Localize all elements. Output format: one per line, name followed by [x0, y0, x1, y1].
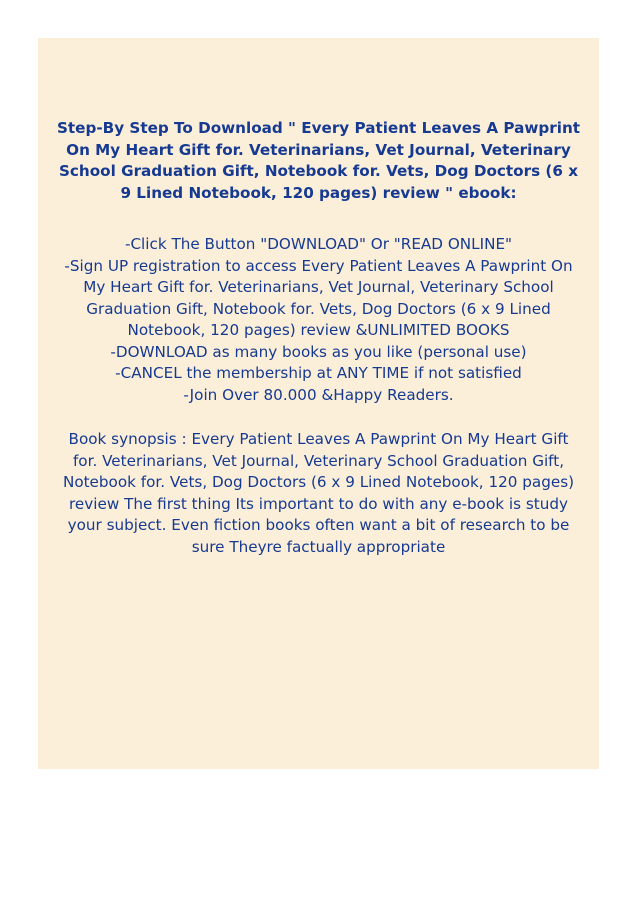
- step-line: -Click The Button "DOWNLOAD" Or "READ ONLINE": [124, 235, 513, 253]
- download-heading: [38, 118, 599, 204]
- synopsis-line: your subject. Even fiction books often want a bit of research to be: [67, 516, 570, 534]
- heading-line: School Graduation Gift, Notebook for. Vets, Dog Doctors (6 x: [58, 162, 579, 180]
- synopsis-line: review The first thing Its important to do with any e-book is study: [69, 494, 568, 513]
- page-panel: [38, 38, 599, 769]
- heading-line: 9 Lined Notebook, 120 pages) review " ebook:: [120, 183, 517, 202]
- step-line: -DOWNLOAD as many books as you like (personal use): [110, 342, 527, 361]
- synopsis-line: sure Theyre factually appropriate: [191, 537, 446, 556]
- book-synopsis: [38, 429, 599, 558]
- heading-line: Step-By Step To Download " Every Patient Leaves A Pawprint: [56, 119, 581, 137]
- synopsis-line: Book synopsis : Every Patient Leaves A Pawprint On My Heart Gift: [68, 430, 569, 448]
- synopsis-line: for. Veterinarians, Vet Journal, Veterinary School Graduation Gift,: [72, 451, 565, 470]
- synopsis-line: Notebook for. Vets, Dog Doctors (6 x 9 Lined Notebook, 120 pages): [62, 473, 575, 491]
- step-line: -CANCEL the membership at ANY TIME if not satisfied: [115, 364, 522, 382]
- step-line: My Heart Gift for. Veterinarians, Vet Journal, Veterinary School: [83, 278, 554, 296]
- download-steps: [38, 234, 599, 406]
- step-line: -Join Over 80.000 &Happy Readers.: [183, 385, 454, 404]
- heading-line: On My Heart Gift for. Veterinarians, Vet Journal, Veterinary: [66, 140, 571, 159]
- step-line: Notebook, 120 pages) review &UNLIMITED BOOKS: [127, 321, 510, 339]
- step-line: Graduation Gift, Notebook for. Vets, Dog Doctors (6 x 9 Lined: [86, 299, 551, 318]
- step-line: -Sign UP registration to access Every Patient Leaves A Pawprint On: [64, 256, 573, 275]
